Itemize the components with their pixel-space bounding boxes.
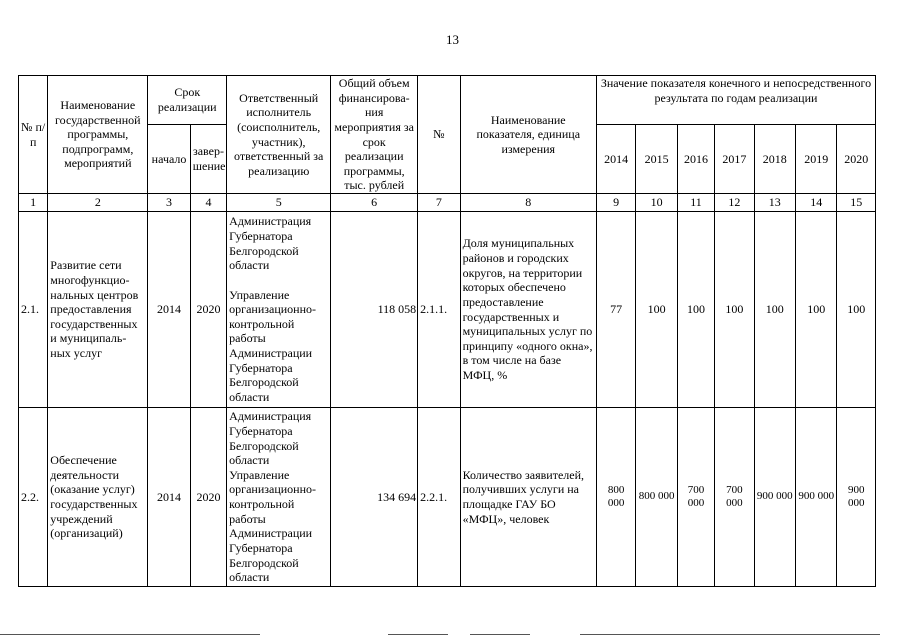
column-number: 12 (715, 194, 754, 212)
header-executor: Ответственный исполнитель (соисполнитель, участник), ответственный за реализацию (227, 76, 331, 194)
row-executor: Администрация Губернатора Белгородской области Управление организационно-контрольной работы Администрации Губернатора Белгородской области (227, 212, 331, 408)
header-num: № п/п (19, 76, 48, 194)
row-value: 700 000 (715, 408, 754, 587)
header-year: 2016 (677, 124, 714, 193)
column-number: 10 (636, 194, 677, 212)
divider (470, 634, 530, 635)
divider (580, 634, 880, 635)
page-number: 13 (446, 32, 459, 47)
row-value: 100 (754, 212, 795, 408)
row-value: 900 000 (754, 408, 795, 587)
row-start: 2014 (148, 212, 190, 408)
column-number: 6 (331, 194, 418, 212)
column-number: 3 (148, 194, 190, 212)
column-number: 13 (754, 194, 795, 212)
row-executor: Администрация Губернатора Белгородской области Управление организационно-контрольной работы Администрации Губернатора Белгородской области (227, 408, 331, 587)
program-table (18, 75, 876, 587)
column-number: 1 (19, 194, 48, 212)
row-value: 800 000 (636, 408, 677, 587)
column-number: 8 (460, 194, 596, 212)
header-year: 2020 (837, 124, 876, 193)
header-end: завер-шение (190, 124, 226, 193)
row-indicator: Количество заявителей, получивших услуги на площадке ГАУ БО «МФЦ», человек (460, 408, 596, 587)
column-number: 15 (837, 194, 876, 212)
column-number: 9 (596, 194, 635, 212)
header-name: Наименование государственной программы, подпрограмм, мероприятий (48, 76, 148, 194)
divider (388, 634, 448, 635)
row-num2: 2.1.1. (418, 212, 460, 408)
row-value: 100 (636, 212, 677, 408)
table-row (19, 212, 876, 408)
row-value: 900 000 (837, 408, 876, 587)
row-value: 800 000 (596, 408, 635, 587)
row-num2: 2.2.1. (418, 408, 460, 587)
row-end: 2020 (190, 212, 226, 408)
divider (0, 634, 260, 635)
row-volume: 134 694 (331, 408, 418, 587)
header-year: 2014 (596, 124, 635, 193)
row-indicator: Доля муниципальных районов и городских округов, на территории которых обеспечено предоставление государственных и муниципальных услуг по принципу «одного окна», в том числе на базе МФЦ, % (460, 212, 596, 408)
header-year: 2018 (754, 124, 795, 193)
row-num: 2.1. (19, 212, 48, 408)
column-number: 2 (48, 194, 148, 212)
header-year: 2015 (636, 124, 677, 193)
column-number-row (19, 194, 876, 212)
row-value: 100 (837, 212, 876, 408)
column-number: 7 (418, 194, 460, 212)
header-term: Срок реализации (148, 76, 227, 125)
row-name: Обеспечение деятельности (оказание услуг) государственных учреждений (организаций) (48, 408, 148, 587)
row-start: 2014 (148, 408, 190, 587)
header-year: 2019 (796, 124, 837, 193)
column-number: 14 (796, 194, 837, 212)
table-row (19, 408, 876, 587)
row-value: 900 000 (796, 408, 837, 587)
column-number: 5 (227, 194, 331, 212)
column-number: 11 (677, 194, 714, 212)
row-num: 2.2. (19, 408, 48, 587)
header-year: 2017 (715, 124, 754, 193)
row-volume: 118 058 (331, 212, 418, 408)
page-bottom-edge (0, 634, 905, 636)
header-num2: № (418, 76, 460, 194)
column-number: 4 (190, 194, 226, 212)
header-volume: Общий объем финансирова-ния мероприятия за срок реализации программы, тыс. рублей (331, 76, 418, 194)
row-name: Развитие сети многофункцио-нальных центров предоставления государственных и муниципаль-ных услуг (48, 212, 148, 408)
header-start: начало (148, 124, 190, 193)
row-value: 700 000 (677, 408, 714, 587)
header-indicator: Наименование показателя, единица измерения (460, 76, 596, 194)
row-value: 100 (715, 212, 754, 408)
row-value: 100 (677, 212, 714, 408)
row-value: 77 (596, 212, 635, 408)
row-value: 100 (796, 212, 837, 408)
row-end: 2020 (190, 408, 226, 587)
header-values-group: Значение показателя конечного и непосредственного результата по годам реализации (596, 76, 875, 125)
